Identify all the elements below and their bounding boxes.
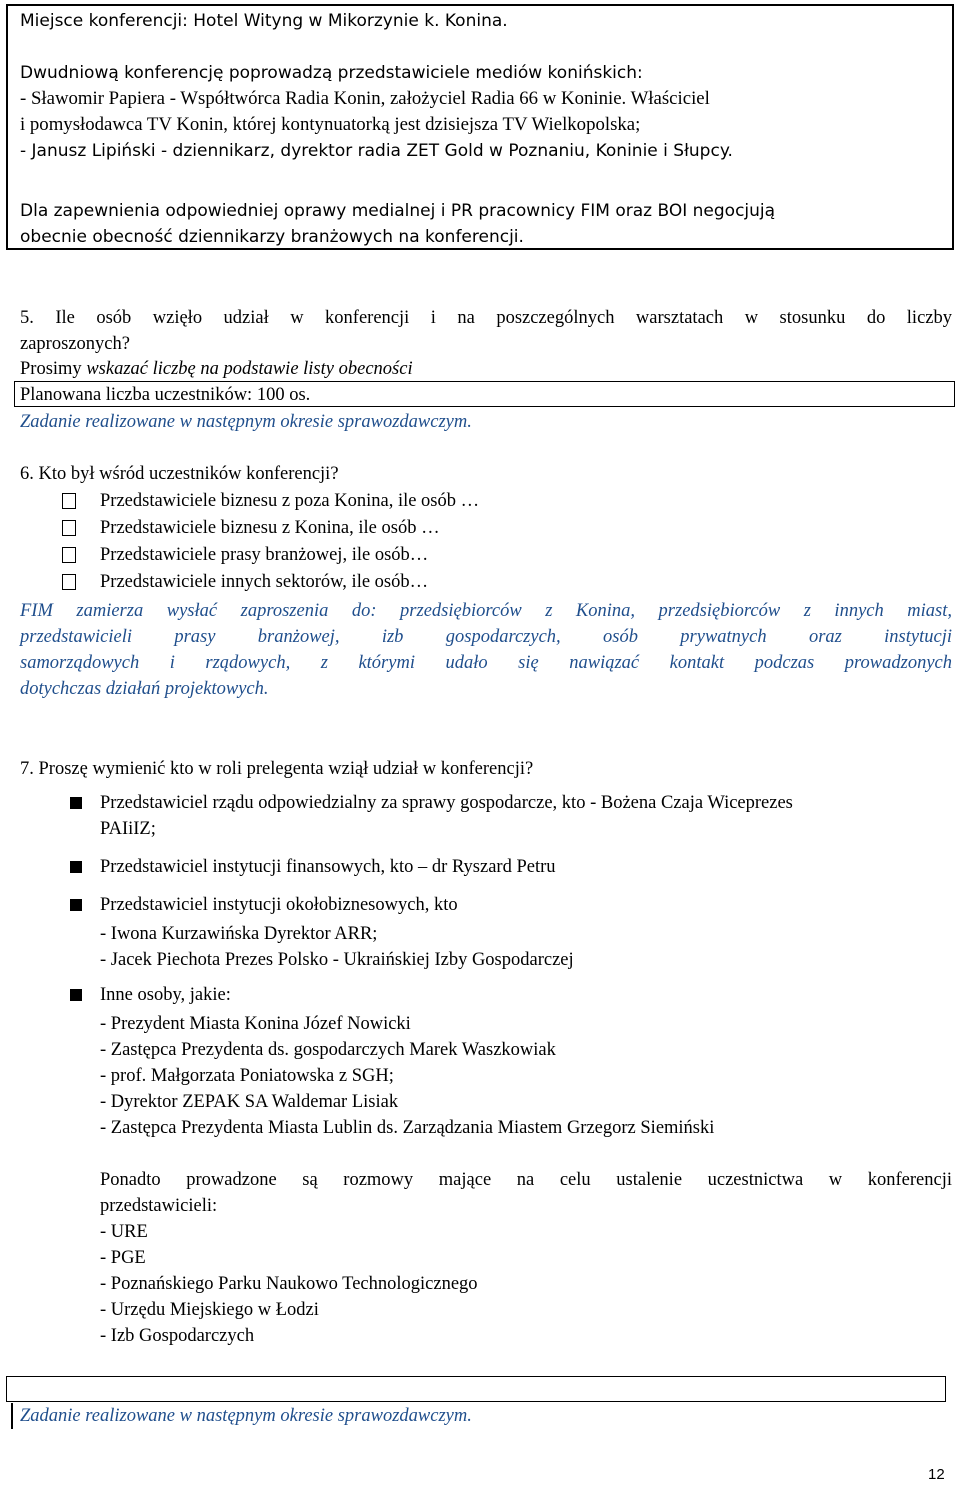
q6-option-4: Przedstawiciele innych sektorów, ile osób…	[100, 572, 429, 592]
q7-other-person-5: - Zastępca Prezydenta Miasta Lublin ds. Zarządzania Miastem Grzegorz Siemiński	[100, 1118, 715, 1138]
q6-question: 6. Kto był wśród uczestników konferencji?	[20, 464, 339, 484]
q7-other: Inne osoby, jakie:	[100, 985, 231, 1005]
q5-hint-prefix: Prosimy	[20, 359, 82, 379]
left-border-bar	[11, 1403, 13, 1429]
q7-talks-item-2: - PGE	[100, 1248, 146, 1268]
hosts-intro: Dwudniową konferencję poprowadzą przedstawiciele mediów konińskich:	[20, 63, 643, 83]
q7-question: 7. Proszę wymienić kto w roli prelegenta wziął udział w konferencji?	[20, 759, 534, 779]
q7-gov-line2: PAIiIZ;	[100, 819, 156, 839]
q7-biz-person-2: - Jacek Piechota Prezes Polsko - Ukraińskiej Izby Gospodarczej	[100, 950, 574, 970]
q5-status: Zadanie realizowane w następnym okresie sprawozdawczym.	[20, 412, 472, 432]
q5-question-line2: zaproszonych?	[20, 334, 130, 354]
q7-talks-line1: Ponadto prowadzone są rozmowy mające na celu ustalenie uczestnictwa w konferencji	[100, 1170, 952, 1190]
checkbox-icon[interactable]	[62, 547, 76, 563]
host1-line1: - Sławomir Papiera - Współtwórca Radia Konin, założyciel Radia 66 w Koninie. Właściciel	[20, 88, 710, 109]
checkbox-icon[interactable]	[62, 493, 76, 509]
bullet-square-icon	[70, 797, 82, 809]
q6-option-2: Przedstawiciele biznesu z Konina, ile osób …	[100, 518, 440, 538]
q7-fin: Przedstawiciel instytucji finansowych, kto – dr Ryszard Petru	[100, 857, 556, 877]
q7-talks-item-4: - Urzędu Miejskiego w Łodzi	[100, 1300, 319, 1320]
q7-other-person-3: - prof. Małgorzata Poniatowska z SGH;	[100, 1066, 394, 1086]
pr-line2: obecnie obecność dziennikarzy branżowych na konferencji.	[20, 227, 524, 247]
pr-line1: Dla zapewnienia odpowiedniej oprawy medialnej i PR pracownicy FIM oraz BOI negocjują	[20, 201, 776, 221]
checkbox-icon[interactable]	[62, 574, 76, 590]
q7-talks-item-3: - Poznańskiego Parku Naukowo Technologicznego	[100, 1274, 478, 1294]
q6-option-3: Przedstawiciele prasy branżowej, ile osób…	[100, 545, 429, 565]
q7-biz-person-1: - Iwona Kurzawińska Dyrektor ARR;	[100, 924, 378, 944]
host1-line2: i pomysłodawca TV Konin, której kontynuatorką jest dzisiejsza TV Wielkopolska;	[20, 114, 641, 135]
q6-answer-line2: przedstawicieli prasy branżowej, izb gospodarczych, osób prywatnych oraz instytucji	[20, 627, 952, 647]
q7-other-person-2: - Zastępca Prezydenta ds. gospodarczych Marek Waszkowiak	[100, 1040, 556, 1060]
q6-option-1: Przedstawiciele biznesu z poza Konina, ile osób …	[100, 491, 480, 511]
bullet-square-icon	[70, 899, 82, 911]
q5-question-line1: 5. Ile osób wzięło udział w konferencji i na poszczególnych warsztatach w stosunku do liczby	[20, 308, 952, 328]
q7-other-person-4: - Dyrektor ZEPAK SA Waldemar Lisiak	[100, 1092, 399, 1112]
q6-answer-line3: samorządowych i rządowych, z którymi udało się nawiązać kontakt podczas prowadzonych	[20, 653, 952, 673]
q7-biz: Przedstawiciel instytucji okołobiznesowych, kto	[100, 895, 458, 915]
venue-text: Miejsce konferencji: Hotel Wityng w Mikorzynie k. Konina.	[20, 11, 508, 31]
q5-hint	[20, 356, 413, 382]
q7-gov-line1: Przedstawiciel rządu odpowiedzialny za sprawy gospodarcze, kto - Bożena Czaja Wiceprezes	[100, 793, 793, 813]
q6-answer-line4: dotychczas działań projektowych.	[20, 679, 269, 699]
q7-talks-item-1: - URE	[100, 1222, 148, 1242]
host2-line: - Janusz Lipiński - dziennikarz, dyrektor radia ZET Gold w Poznaniu, Koninie i Słupcy.	[20, 141, 733, 161]
answer-box	[6, 1376, 946, 1402]
q7-talks-item-5: - Izb Gospodarczych	[100, 1326, 255, 1346]
bottom-status: Zadanie realizowane w następnym okresie sprawozdawczym.	[20, 1406, 472, 1426]
planned-participants: Planowana liczba uczestników: 100 os.	[20, 385, 311, 405]
page-number: 12	[928, 1466, 945, 1483]
q7-talks-line2: przedstawicieli:	[100, 1196, 218, 1216]
q7-other-person-1: - Prezydent Miasta Konina Józef Nowicki	[100, 1014, 411, 1034]
q5-hint-rest: wskazać liczbę na podstawie listy obecności	[81, 359, 413, 379]
bullet-square-icon	[70, 989, 82, 1001]
checkbox-icon[interactable]	[62, 520, 76, 536]
bullet-square-icon	[70, 861, 82, 873]
q6-answer-line1: FIM zamierza wysłać zaproszenia do: przedsiębiorców z Konina, przedsiębiorców z innych miast,	[20, 601, 952, 621]
